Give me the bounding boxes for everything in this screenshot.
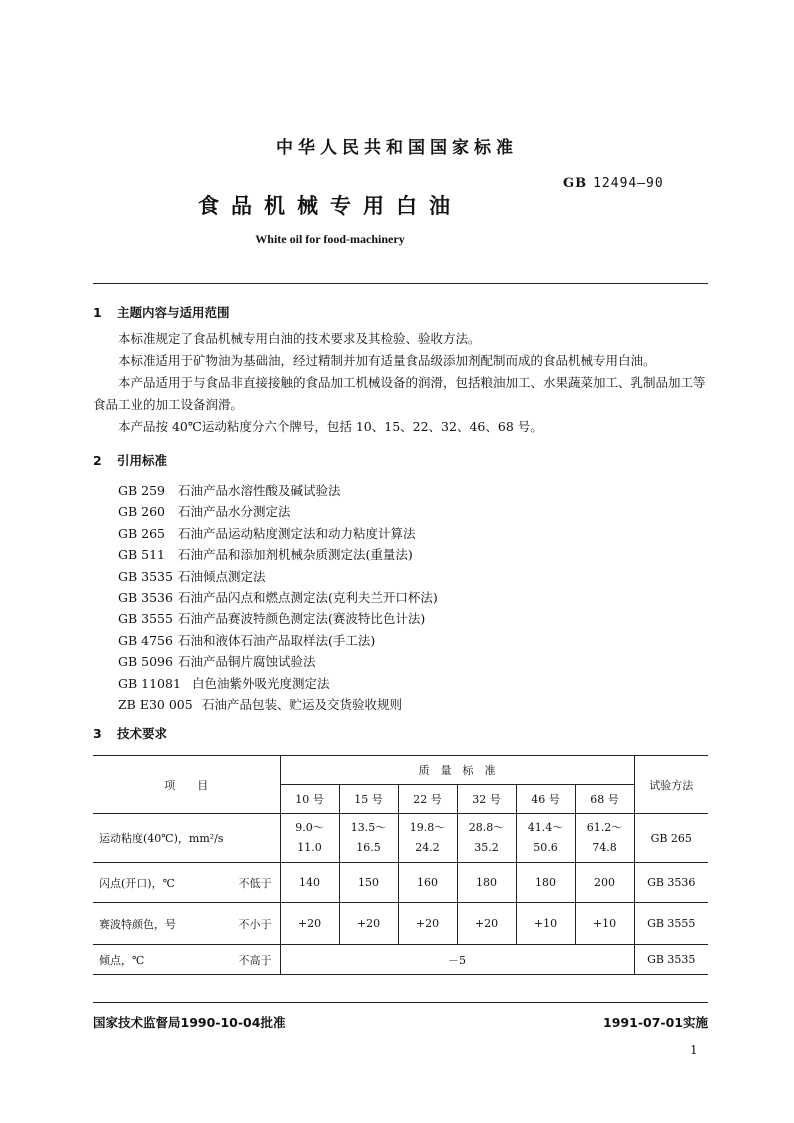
reference-code: ZB E30 005: [118, 697, 193, 713]
section-heading-1: [93, 303, 230, 321]
section-number: 1: [93, 305, 102, 320]
reference-title: 石油产品赛波特颜色测定法(赛波特比色计法): [178, 611, 426, 627]
standard-number: [563, 176, 664, 191]
reference-item: [118, 566, 438, 587]
reference-title: 石油产品水分测定法: [178, 504, 291, 520]
paragraph: 本产品适用于与食品非直接接触的食品加工机械设备的润滑，包括粮油加工、水果蔬菜加工、乳制品加工等食品工业的加工设备润滑。: [93, 375, 706, 412]
section-number: 2: [93, 453, 102, 468]
page-number: 1: [690, 1043, 698, 1057]
reference-code: GB 3536: [118, 590, 173, 606]
section-title: 技术要求: [117, 726, 168, 741]
reference-title: 石油产品水溶性酸及碱试验法: [178, 483, 341, 498]
value-cell: 180: [516, 863, 575, 903]
value-cell: 13.5～ 16.5: [339, 814, 398, 863]
method-cell: GB 265: [634, 814, 708, 863]
reference-title: 石油倾点测定法: [178, 568, 266, 584]
value-cell: +20: [339, 903, 398, 945]
section-heading-2: [93, 451, 167, 469]
table-row: [93, 863, 708, 903]
reference-item: [118, 587, 438, 608]
title-chinese: 食品机械专用白油: [198, 194, 462, 218]
reference-title: 石油产品铜片腐蚀试验法: [178, 654, 316, 670]
reference-title: 石油产品运动粘度测定法和动力粘度计算法: [178, 525, 416, 541]
section-title: 主题内容与适用范围: [117, 305, 230, 320]
item-label: 闪点(开口)，℃ 不低于: [93, 863, 280, 903]
value-cell: 150: [339, 863, 398, 903]
reference-item: [118, 673, 438, 694]
reference-item: [118, 480, 438, 501]
section-heading-3: [93, 724, 167, 742]
reference-item: [118, 651, 438, 672]
reference-item: [118, 523, 438, 544]
paragraph: 本产品按 40℃运动粘度分六个牌号，包括 10、15、22、32、46、68 号。: [118, 419, 543, 434]
method-cell: GB 3536: [634, 863, 708, 903]
paragraph: 本标准适用于矿物油为基础油，经过精制并加有适量食品级添加剂配制而成的食品机械专用白油。: [118, 353, 656, 368]
effective-date: 1991-07-01实施: [603, 1015, 708, 1030]
reference-title: 石油产品闪点和燃点测定法(克利夫兰开口杯法): [178, 590, 438, 606]
section-title: 引用标准: [117, 453, 168, 468]
merged-value-cell: －5: [280, 945, 634, 975]
reference-title: 白色油紫外吸光度测定法: [192, 675, 330, 691]
method-cell: GB 3535: [634, 945, 708, 975]
reference-item: [118, 608, 438, 629]
grade-header: 15 号: [339, 785, 398, 814]
value-cell: 200: [575, 863, 634, 903]
item-label: 运动粘度(40℃)，mm²/s: [93, 814, 280, 863]
reference-code: GB 260: [118, 504, 166, 520]
limit-label: 不低于: [238, 876, 272, 890]
quality-standard-header: 质 量 标 准: [280, 756, 634, 785]
approval-note: 国家技术监督局1990-10-04批准: [93, 1015, 286, 1030]
reference-code: GB 511: [118, 547, 166, 563]
limit-label: 不小于: [238, 917, 272, 931]
grade-header: 68 号: [575, 785, 634, 814]
value-cell: +20: [457, 903, 516, 945]
section-1-body: [93, 328, 708, 438]
value-cell: 19.8～ 24.2: [398, 814, 457, 863]
grade-header: 22 号: [398, 785, 457, 814]
reference-code: GB 3555: [118, 611, 173, 627]
paragraph: 本标准规定了食品机械专用白油的技术要求及其检验、验收方法。: [118, 331, 481, 346]
value-cell: +10: [516, 903, 575, 945]
table-row: [93, 945, 708, 975]
reference-code: GB 5096: [118, 654, 173, 670]
value-cell: +20: [398, 903, 457, 945]
section-number: 3: [93, 726, 102, 741]
footer-rule: [93, 1002, 708, 1003]
reference-item: [118, 694, 438, 715]
table-row: [93, 903, 708, 945]
value-cell: +20: [280, 903, 339, 945]
value-cell: 28.8～ 35.2: [457, 814, 516, 863]
table-row: [93, 814, 708, 863]
header-rule: [93, 283, 708, 284]
reference-code: GB 265: [118, 525, 166, 541]
standard-prefix: GB: [563, 176, 588, 191]
reference-code: GB 11081: [118, 675, 181, 691]
value-cell: 41.4～ 50.6: [516, 814, 575, 863]
item-label: 倾点，℃ 不高于: [93, 945, 280, 975]
item-label: 赛波特颜色，号 不小于: [93, 903, 280, 945]
method-cell: GB 3555: [634, 903, 708, 945]
grade-header: 46 号: [516, 785, 575, 814]
value-cell: +10: [575, 903, 634, 945]
reference-item: [118, 630, 438, 651]
value-cell: 160: [398, 863, 457, 903]
value-cell: 9.0～ 11.0: [280, 814, 339, 863]
value-cell: 61.2～ 74.8: [575, 814, 634, 863]
reference-title: 石油产品包装、贮运及交货验收规则: [202, 697, 403, 713]
limit-label: 不高于: [238, 953, 272, 967]
reference-title: 石油产品和添加剂机械杂质测定法(重量法): [178, 547, 413, 563]
reference-code: GB 259: [118, 483, 166, 498]
specification-table: [93, 755, 708, 975]
reference-item: [118, 501, 438, 522]
reference-title: 石油和液体石油产品取样法(手工法): [178, 632, 376, 648]
reference-code: GB 3535: [118, 568, 173, 584]
test-method-header: 试验方法: [634, 756, 708, 814]
grade-header: 32 号: [457, 785, 516, 814]
value-cell: 180: [457, 863, 516, 903]
standard-code: 12494—90: [593, 176, 664, 191]
reference-list: [118, 480, 438, 715]
reference-item: [118, 544, 438, 565]
document-header: 中华人民共和国国家标准: [276, 138, 518, 158]
title-english: White oil for food-machinery: [255, 232, 405, 246]
reference-code: GB 4756: [118, 632, 173, 648]
item-header: 项 目: [93, 756, 280, 814]
value-cell: 140: [280, 863, 339, 903]
grade-header: 10 号: [280, 785, 339, 814]
